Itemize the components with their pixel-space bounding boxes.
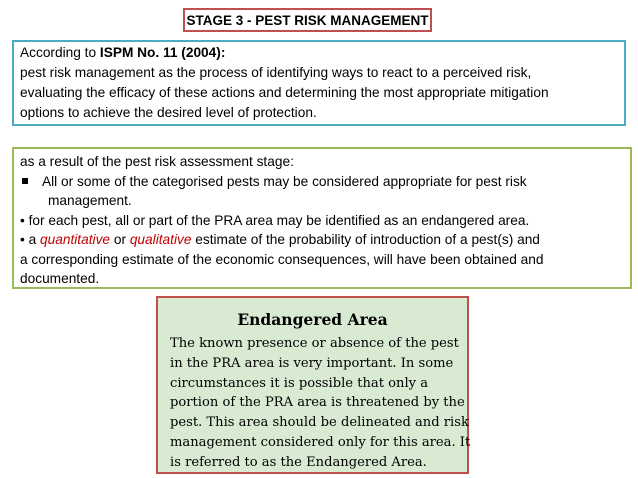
ispm-definition-box xyxy=(12,40,626,126)
endangered-area-title: Endangered Area xyxy=(237,310,388,329)
endangered-line-6: management considered only for this area. It xyxy=(170,434,471,450)
quantitative-term: quantitative xyxy=(40,232,111,247)
definition-line-3: options to achieve the desired level of protection. xyxy=(20,105,317,120)
bullet-2: • for each pest, all or part of the PRA area may be identified as an endangered area. xyxy=(20,212,530,228)
endangered-line-3: circumstances it is possible that only a xyxy=(170,375,428,391)
intro-prefix: According to xyxy=(20,45,100,60)
bullet-3-prefix: • a xyxy=(20,232,41,247)
bullet-3-or: or xyxy=(110,232,130,247)
slide-title: STAGE 3 - PEST RISK MANAGEMENT xyxy=(183,8,432,32)
definition-line-1: pest risk management as the process of identifying ways to react to a perceived risk, xyxy=(20,65,532,80)
bullet-1-text: All or some of the categorised pests may be considered appropriate for pest risk xyxy=(42,173,527,189)
results-intro: as a result of the pest risk assessment stage: xyxy=(20,154,294,169)
endangered-line-2: in the PRA area is very important. In some xyxy=(170,355,454,371)
endangered-line-1: The known presence or absence of the pest xyxy=(170,336,459,351)
bullet-3-continuation-1: a corresponding estimate of the economic consequences, will have been obtained and xyxy=(20,251,544,267)
bullet-3-continuation-2: documented. xyxy=(20,271,100,286)
bullet-1-continuation: management. xyxy=(48,193,132,208)
square-bullet-icon xyxy=(22,178,28,184)
endangered-area-box xyxy=(156,296,469,474)
endangered-line-7: is referred to as the Endangered Area. xyxy=(170,454,427,470)
endangered-line-5: pest. This area should be delineated and risk xyxy=(170,415,469,431)
bullet-1 xyxy=(20,172,630,192)
assessment-results-box xyxy=(12,147,632,289)
definition-intro xyxy=(20,43,624,63)
definition-line-2: evaluating the efficacy of these actions and determining the most appropriate mitigation xyxy=(20,85,549,100)
qualitative-term: qualitative xyxy=(129,232,192,247)
bullet-3-rest: estimate of the probability of introduction of a pest(s) and xyxy=(191,232,540,247)
endangered-line-4: portion of the PRA area is threatened by the xyxy=(170,395,465,411)
endangered-area-text xyxy=(170,334,470,473)
bullet-3 xyxy=(20,230,630,250)
ispm-reference: ISPM No. 11 (2004): xyxy=(99,45,226,60)
